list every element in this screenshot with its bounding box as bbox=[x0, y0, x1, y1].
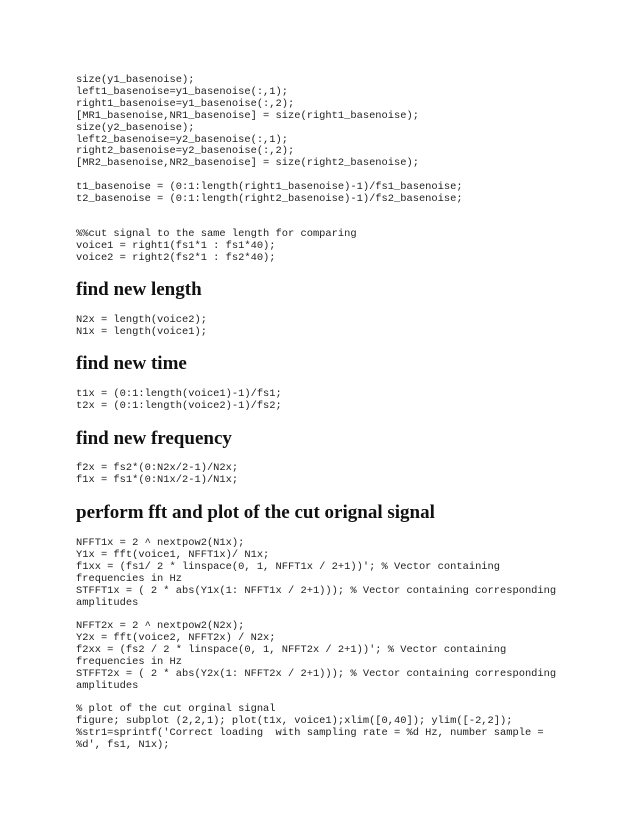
code-block-basenoise-size: size(y1_basenoise); left1_basenoise=y1_basenoise(:,1); right1_basenoise=y1_basenoise(:,2); [MR1_basenoise,NR1_basenoise] = size(right1_basenoise); size(y2_basenoise); left2_basenoise=y2_basenoise(:,1); right2_basenoise=y2_basenoise(:,2); [MR2_basenoise,NR2_basenoise] = size(right2_basenoise); bbox=[76, 74, 419, 170]
code-block-basenoise-time: t1_basenoise = (0:1:length(right1_basenoise)-1)/fs1_basenoise; t2_basenoise = (0:1:length(right2_basenoise)-1)/fs2_basenoise; bbox=[76, 181, 463, 205]
code-block-fft-voice1: NFFT1x = 2 ^ nextpow2(N1x); Y1x = fft(voice1, NFFT1x)/ N1x; f1xx = (fs1/ 2 * linspace(0, 1, NFFT1x / 2+1))'; % Vector containing frequencies in Hz STFFT1x = ( 2 * abs(Y1x(1: NFFT1x / 2+1))); % Vector containing corresponding amplitudes bbox=[76, 537, 557, 609]
code-block-cut-signal: %%cut signal to the same length for comparing voice1 = right1(fs1*1 : fs1*40); voice2 = right2(fs2*1 : fs2*40); bbox=[76, 228, 357, 264]
code-block-plot: % plot of the cut orginal signal figure; subplot (2,2,1); plot(t1x, voice1);xlim([0,40]); ylim([-2,2]); %str1=sprintf('Correct loading with sampling rate = %d Hz, number sample = %d', fs1, N1x); bbox=[76, 703, 544, 751]
heading-find-new-length: find new length bbox=[76, 279, 202, 300]
heading-perform-fft: perform fft and plot of the cut orignal signal bbox=[76, 502, 435, 523]
code-block-new-time: t1x = (0:1:length(voice1)-1)/fs1; t2x = (0:1:length(voice2)-1)/fs2; bbox=[76, 388, 282, 412]
code-block-new-length: N2x = length(voice2); N1x = length(voice1); bbox=[76, 314, 207, 338]
heading-find-new-frequency: find new frequency bbox=[76, 428, 232, 449]
heading-find-new-time: find new time bbox=[76, 353, 187, 374]
code-block-new-frequency: f2x = fs2*(0:N2x/2-1)/N2x; f1x = fs1*(0:N1x/2-1)/N1x; bbox=[76, 462, 239, 486]
code-block-fft-voice2: NFFT2x = 2 ^ nextpow2(N2x); Y2x = fft(voice2, NFFT2x) / N2x; f2xx = (fs2 / 2 * linspace(0, 1, NFFT2x / 2+1))'; % Vector containing frequencies in Hz STFFT2x = ( 2 * abs(Y2x(1: NFFT2x / 2+1))); % Vector containing corresponding amplitudes bbox=[76, 620, 557, 692]
